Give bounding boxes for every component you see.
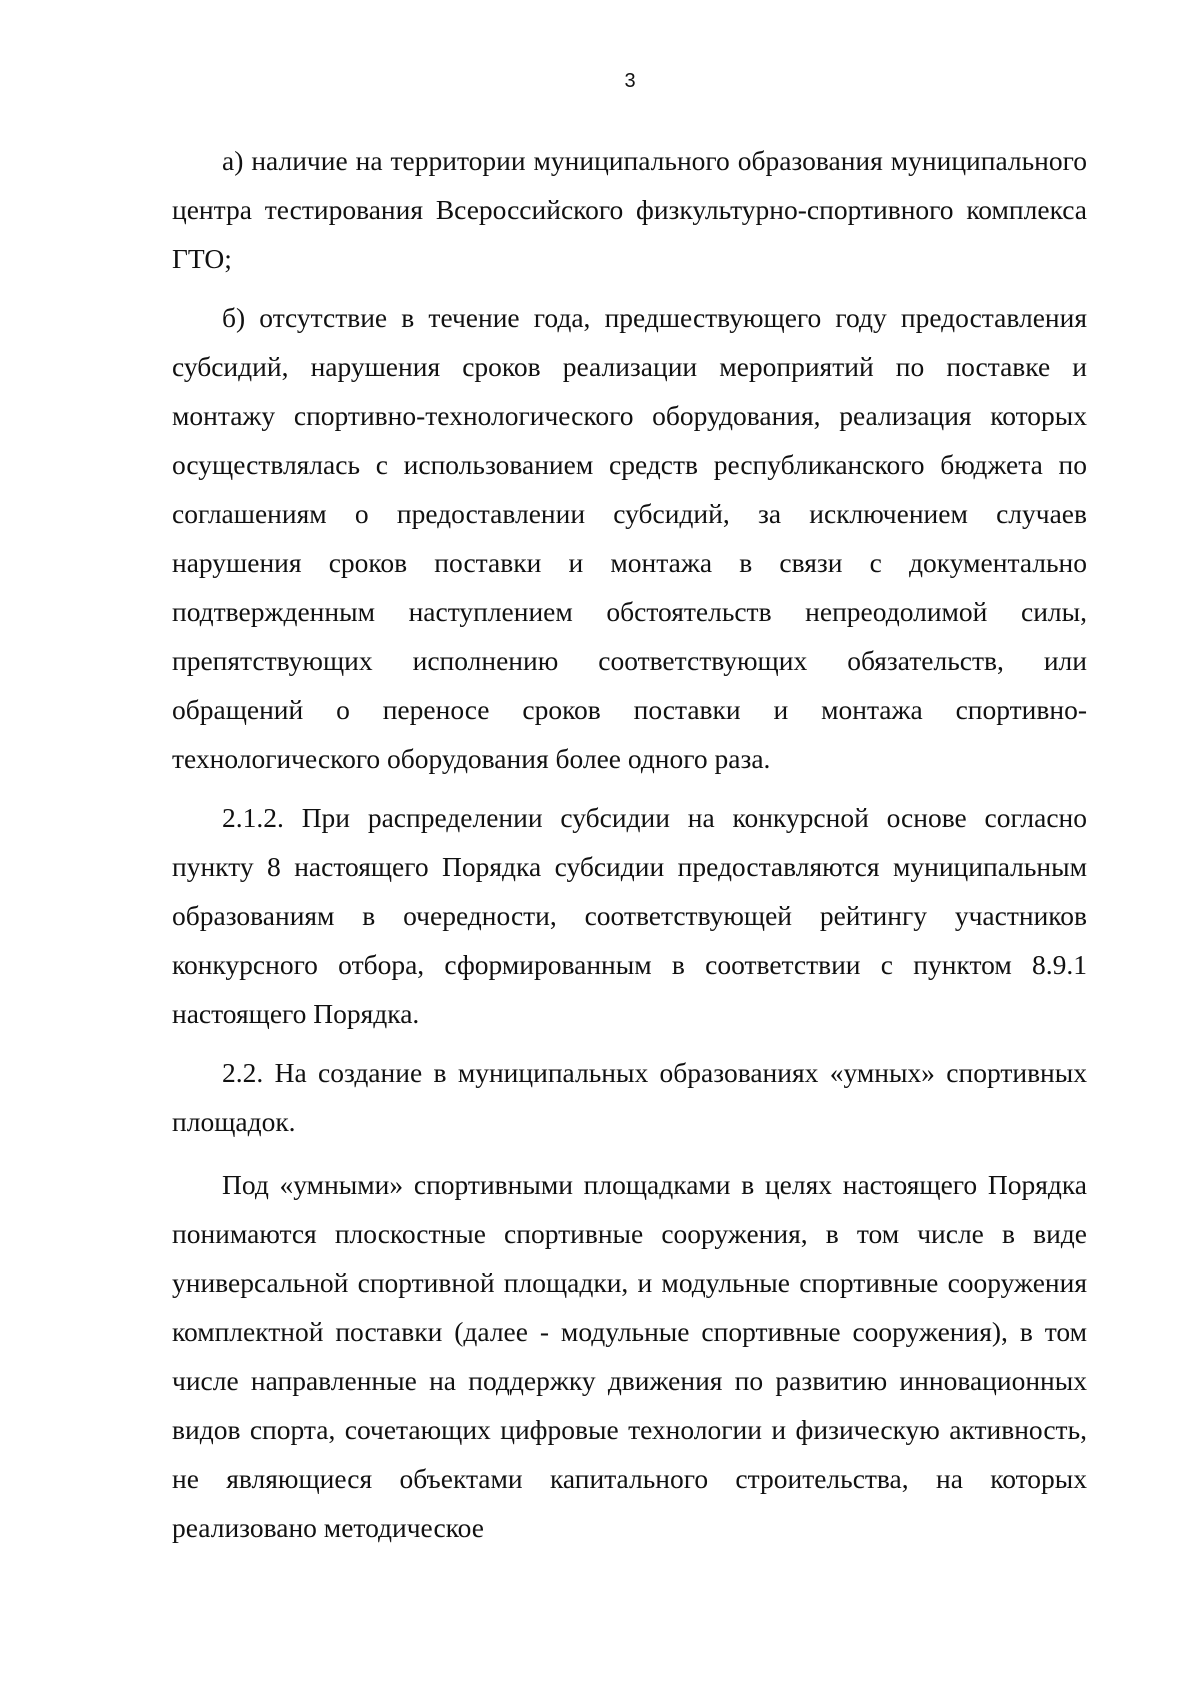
- document-body: [172, 136, 1087, 1552]
- page-number: 3: [624, 70, 636, 92]
- paragraph-smart-sites-definition: Под «умными» спортивными площадками в целях настоящего Порядка понимаются плоскостные спортивные сооружения, в том числе в виде универсальной спортивной площадки, и модульные спортивные сооружения комплектной поставки (далее - модульные спортивные сооружения), в том числе направленные на поддержку движения по развитию инновационных видов спорта, сочетающих цифровые технологии и физическую активность, не являющиеся объектами капитального строительства, на которых реализовано методическое: [172, 1169, 1087, 1543]
- paragraph-2-2: 2.2. На создание в муниципальных образованиях «умных» спортивных площадок.: [172, 1057, 1087, 1137]
- paragraph-2-1-2: 2.1.2. При распределении субсидии на конкурсной основе согласно пункту 8 настоящего Порядка субсидии предоставляются муниципальным образованиям в очередности, соответствующей рейтингу участников конкурсного отбора, сформированным в соответствии с пунктом 8.9.1 настоящего Порядка.: [172, 802, 1087, 1029]
- paragraph-item-b: б) отсутствие в течение года, предшествующего году предоставления субсидий, нарушения сроков реализации мероприятий по поставке и монтажу спортивно-технологического оборудования, реализация которых осуществлялась с использованием средств республиканского бюджета по соглашениям о предоставлении субсидий, за исключением случаев нарушения сроков поставки и монтажа в связи с документально подтвержденным наступлением обстоятельств непреодолимой силы, препятствующих исполнению соответствующих обязательств, или обращений о переносе сроков поставки и монтажа спортивно-технологического оборудования более одного раза.: [172, 302, 1087, 774]
- paragraph-item-a: а) наличие на территории муниципального образования муниципального центра тестирования Всероссийского физкультурно-спортивного комплекса ГТО;: [172, 145, 1087, 274]
